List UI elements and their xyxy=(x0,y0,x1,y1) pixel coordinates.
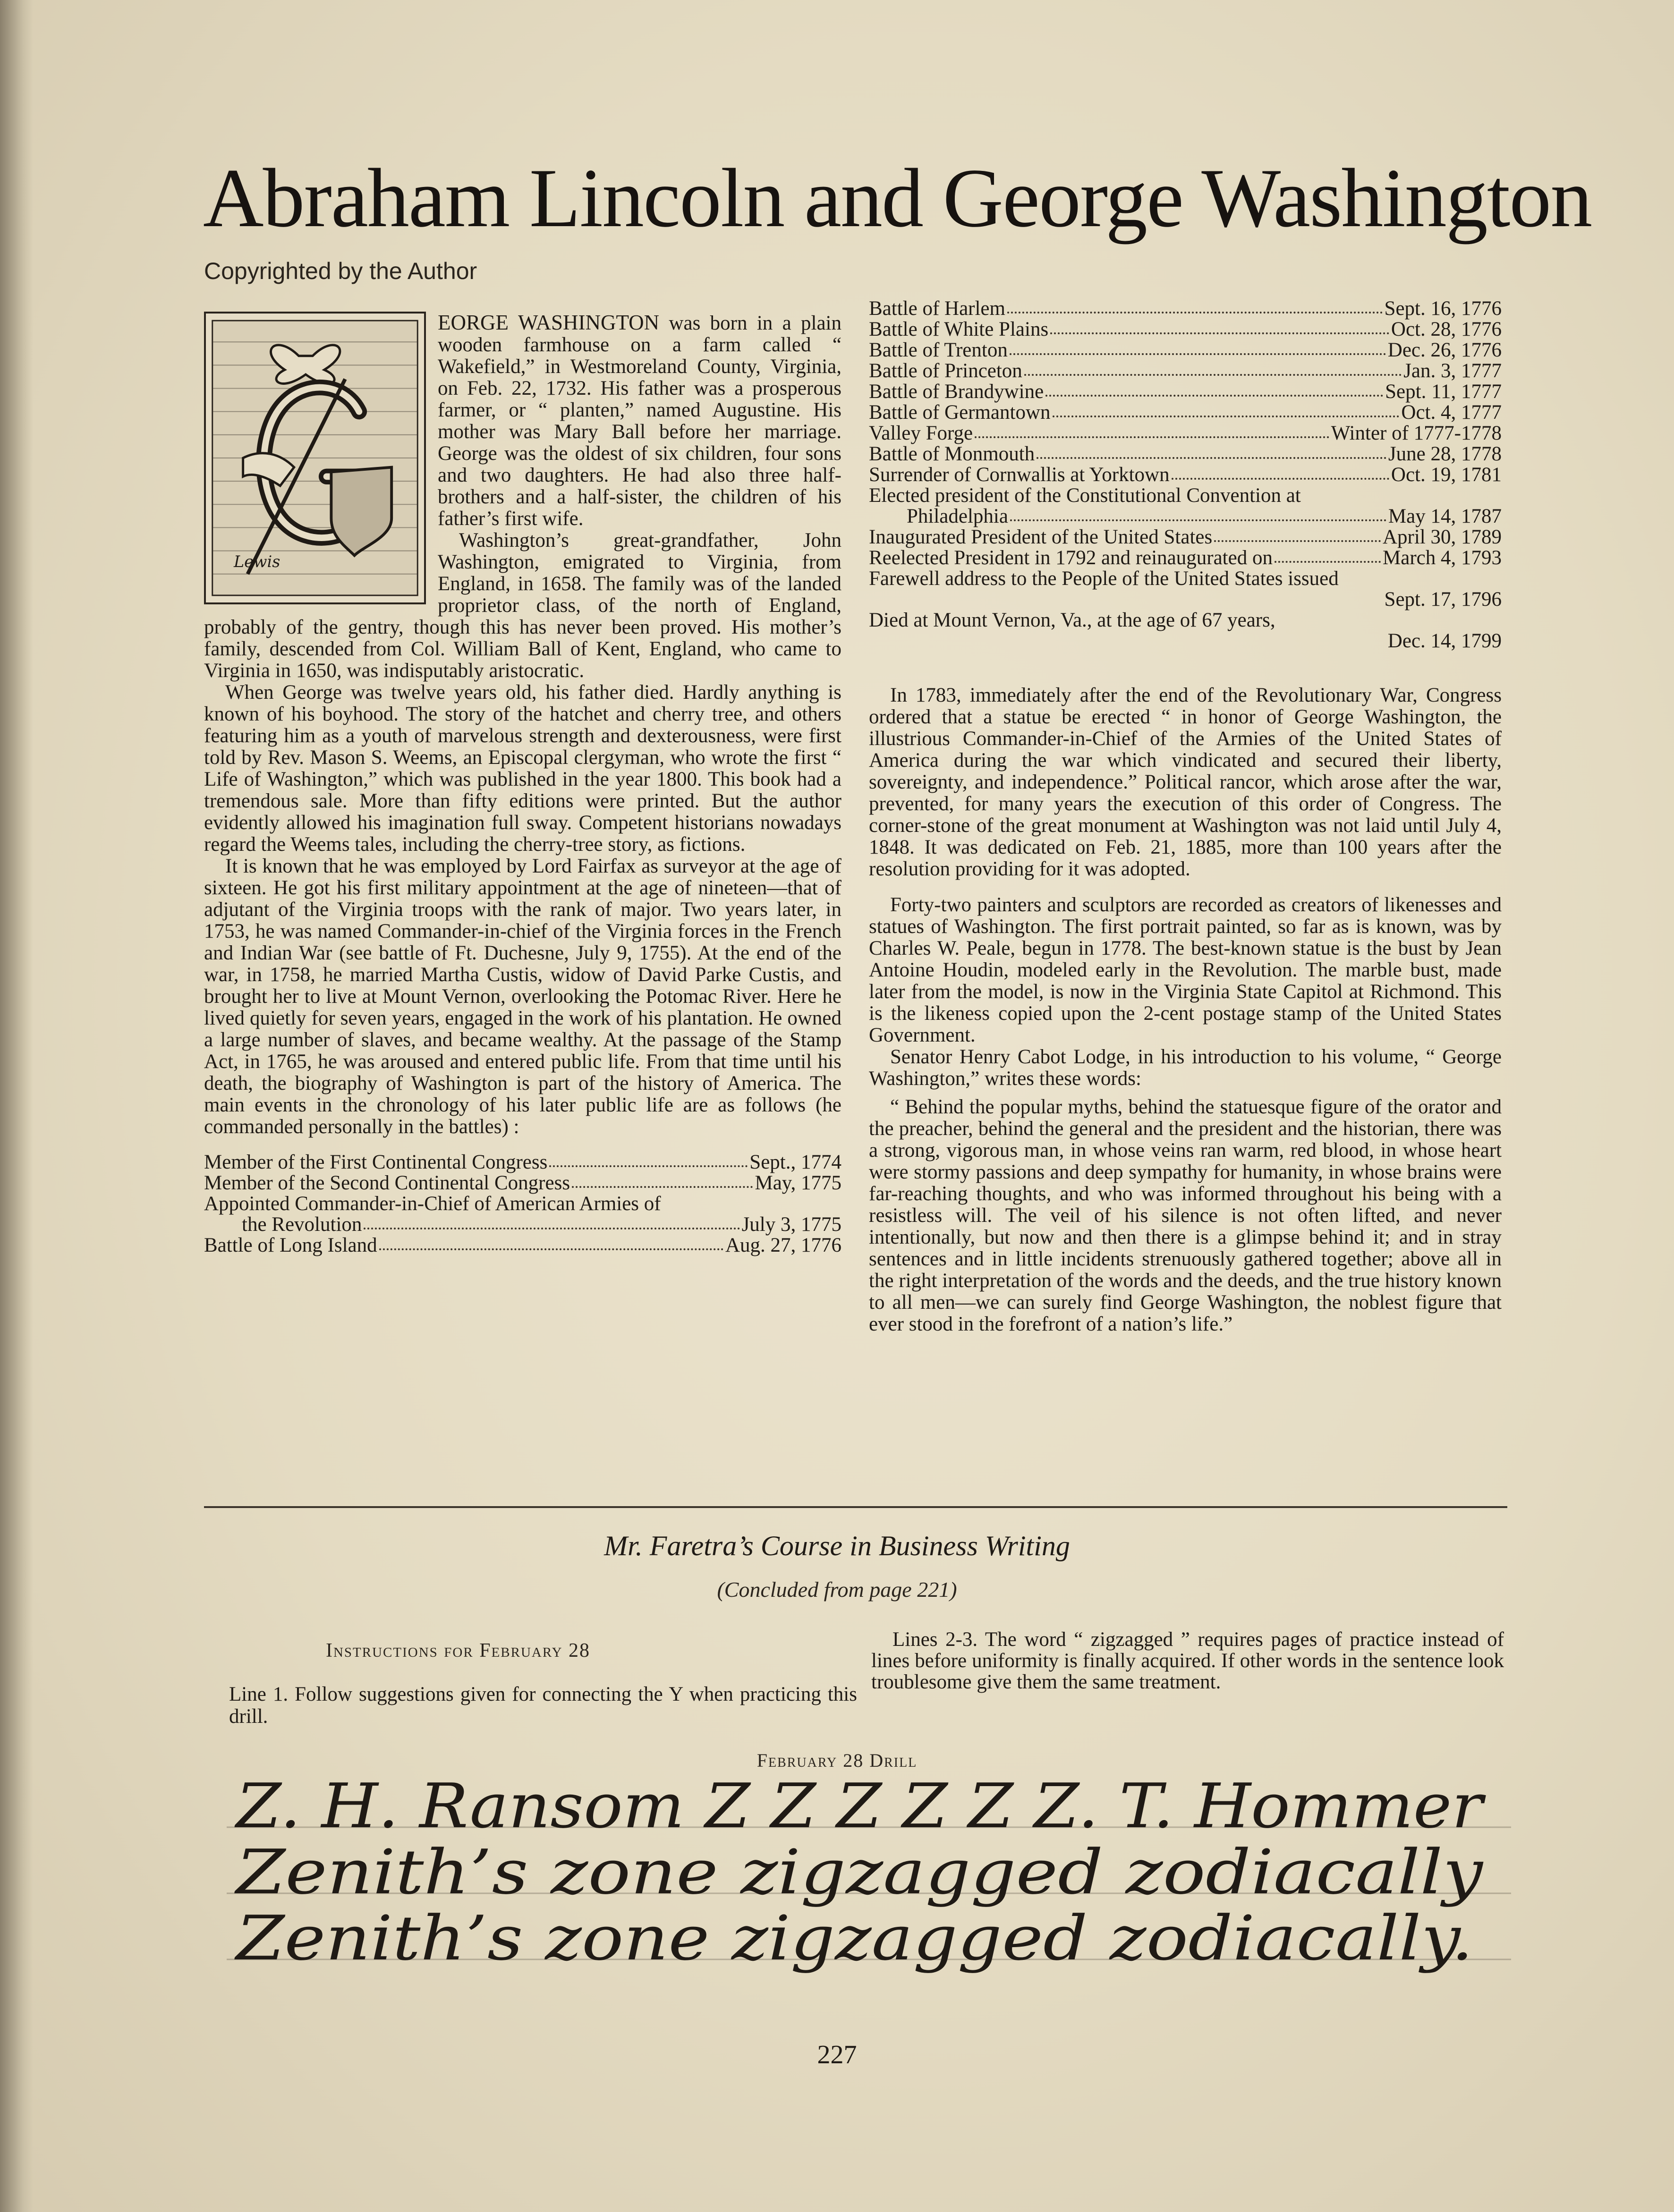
course-title: Mr. Faretra’s Course in Business Writing xyxy=(604,1530,1070,1561)
chronology-list-right xyxy=(869,298,1502,652)
chronology-event: Inaugurated President of the United States xyxy=(869,526,1213,548)
chronology-event-continued: Philadelphia xyxy=(907,505,1008,527)
drill-line-2: Zenith’s zone zigzagged zodiacally xyxy=(234,1836,1484,1908)
chronology-entry xyxy=(869,298,1502,319)
chronology-entry xyxy=(869,340,1502,361)
article-paragraph-4: It is known that he was employed by Lord Fairfax as surveyor at the age of sixteen. He got his first military appointment at the age of nineteen—that of adjutant of the Virginia troops with the rank of major. Two years later, in 1753, he was named Commander-in-chief of the Virginia forces in the French and Indian War (see battle of Ft. Duchesne, July 9, 1755). At the end of the war, in 1758, he married Martha Custis, widow of David Parke Custis, and brought her to live at Mount Vernon, overlooking the Potomac River. Here he lived quietly for seven years, engaged in the work of his plantation. He owned a large number of slaves, and became wealthy. At the passage of the Stamp Act, in 1765, he was aroused and entered public life. From that time until his death, the biography of Washington is part of the history of America. The main events in the chronology of his later public life are as follows (he commanded personally in the battles) : xyxy=(204,855,841,1138)
chronology-event: Died at Mount Vernon, Va., at the age of 67 years, xyxy=(869,609,1275,631)
drill-line-1: Z. H. Ransom Z Z Z Z Z Z. T. Hommer xyxy=(234,1775,1487,1842)
chronology-entry xyxy=(869,548,1502,568)
chronology-entry xyxy=(204,1194,841,1235)
dot-leader xyxy=(1010,506,1386,521)
dot-leader xyxy=(549,1152,748,1167)
course-subtitle: (Concluded from page 221) xyxy=(717,1577,957,1602)
chronology-event: Battle of Brandywine xyxy=(869,381,1044,403)
dot-leader xyxy=(1010,340,1386,355)
dot-leader xyxy=(572,1173,753,1188)
chronology-entry xyxy=(869,527,1502,548)
left-column xyxy=(204,312,841,1256)
article-paragraph-5: In 1783, immediately after the end of the Revolutionary War, Congress ordered that a statue be erected “ in honor of George Washington, the illustrious Commander-in-Chief of the Armies of the United States of America during the war which vindicated and secured their liberty, sovereignty, and independence.” Political rancor, which arose after the war, prevented, for many years the execution of this order of Congress. The corner-stone of the great monument at Washington was not laid until July 4, 1848. It was dedicated on Feb. 21, 1885, more than 100 years after the resolution providing for it was adopted. xyxy=(869,684,1502,880)
chronology-event: Appointed Commander-in-Chief of American Armies of xyxy=(204,1193,661,1215)
page-number: 227 xyxy=(817,2040,857,2069)
lodge-quote: “ Behind the popular myths, behind the statuesque figure of the orator and the preacher, behind the general and the president and the historian, there was a strong, vigorous man, in whose veins ran warm, red blood, in whose heart were stormy passions and deep sympathy for humanity, in whose brains were far-reaching thoughts, and who was informed throughout his being with a resistless will. The veil of his silence is not often lifted, and never intentionally, but now and then there is a glimpse behind it; and in stray sentences and in little incidents strenuously gathered together; above all in the right interpretation of the words and the deeds, and the true history known to all men—we can surely find George Washington, the noblest figure that ever stood in the forefront of a nation’s life.” xyxy=(869,1096,1502,1335)
article-body-left xyxy=(204,312,841,1138)
instruction-line-1: Line 1. Follow suggestions given for connecting the Y when practicing this drill. xyxy=(229,1683,857,1728)
chronology-entry xyxy=(869,444,1502,465)
article-paragraph-7: Senator Henry Cabot Lodge, in his introduction to his volume, “ George Washington,” writes these words: xyxy=(869,1046,1502,1090)
chronology-event: Battle of White Plains xyxy=(869,318,1049,340)
chronology-date: Sept., 1774 xyxy=(749,1151,841,1173)
chronology-entry xyxy=(869,610,1502,652)
chronology-date: March 4, 1793 xyxy=(1383,547,1502,569)
dot-leader xyxy=(1007,298,1383,314)
chronology-date: Sept. 17, 1796 xyxy=(1384,588,1502,610)
chronology-date: Winter of 1777-1778 xyxy=(1331,422,1502,444)
chronology-event: Valley Forge xyxy=(869,422,973,444)
article-paragraph-1: EORGE WASHINGTON was born in a plain wooden farmhouse on a farm called “ Wakefield,” in Westmoreland County, Virginia, on Feb. 22, 1732. His father was a prosperous farmer, or “ planten,” named Augustine. His mother was Mary Ball before her marriage. George was the oldest of six children, four sons and two daughters. He had also three half-brothers and a half-sister, the children of his father’s first wife. xyxy=(438,311,841,530)
dot-leader xyxy=(975,423,1329,438)
chronology-event: Battle of Monmouth xyxy=(869,443,1035,465)
chronology-date: May, 1775 xyxy=(755,1172,841,1194)
dot-leader xyxy=(379,1235,723,1250)
drill-line-3: Zenith’s zone zigzagged zodiacally. xyxy=(234,1902,1474,1974)
chronology-date: June 28, 1778 xyxy=(1388,443,1502,465)
chronology-date: Sept. 16, 1776 xyxy=(1384,297,1502,320)
instruction-lines-2-3: Lines 2-3. The word “ zigzagged ” requires pages of practice instead of lines before uniformity is finally acquired. If other words in the sentence look troublesome give them the same treatment. xyxy=(871,1628,1504,1693)
dot-leader xyxy=(1050,319,1389,334)
section-divider xyxy=(204,1506,1507,1508)
chronology-event: Battle of Princeton xyxy=(869,360,1022,382)
chronology-entry xyxy=(204,1235,841,1256)
dot-leader xyxy=(1024,361,1402,376)
chronology-event: Farewell address to the People of the United States issued xyxy=(869,568,1339,590)
chronology-entry xyxy=(869,319,1502,340)
chronology-event: Surrender of Cornwallis at Yorktown xyxy=(869,464,1170,486)
chronology-date: Oct. 4, 1777 xyxy=(1401,401,1502,424)
instructions-heading: Instructions for February 28 xyxy=(326,1640,591,1661)
chronology-entry xyxy=(869,381,1502,402)
chronology-date: Jan. 3, 1777 xyxy=(1403,360,1502,382)
chronology-event: Elected president of the Constitutional Convention at xyxy=(869,484,1301,507)
chronology-entry xyxy=(869,568,1502,610)
chronology-date: Dec. 26, 1776 xyxy=(1387,339,1502,361)
right-column xyxy=(869,298,1502,1335)
chronology-date: Aug. 27, 1776 xyxy=(725,1234,841,1256)
dot-leader xyxy=(1037,444,1386,459)
article-title: Abraham Lincoln and George Washington xyxy=(203,151,1592,245)
dot-leader xyxy=(1053,402,1400,417)
article-paragraph-3: When George was twelve years old, his father died. Hardly anything is known of his boyhood. The story of the hatchet and cherry tree, and others featuring him as a youth of marvelous strength and dexterousness, were first told by Rev. Mason S. Weems, an Episcopal clergyman, who wrote the first “ Life of Washington,” which was published in the year 1800. This book had a tremendous sale. More than fifty editions were printed. But the author evidently allowed his imagination full sway. Competent historians nowadays regard the Weems tales, including the cherry-tree story, as fictions. xyxy=(204,681,841,856)
chronology-date: April 30, 1789 xyxy=(1382,526,1502,548)
dot-leader xyxy=(364,1214,739,1229)
illustrator-signature: Lewis xyxy=(233,552,280,571)
chronology-entry xyxy=(869,423,1502,444)
chronology-list-left xyxy=(204,1152,841,1256)
chronology-event: Member of the First Continental Congress xyxy=(204,1151,548,1173)
chronology-entry xyxy=(869,402,1502,423)
chronology-entry xyxy=(204,1173,841,1194)
dot-leader xyxy=(1214,527,1381,542)
chronology-event-continued: the Revolution xyxy=(242,1213,362,1236)
handwriting-drill xyxy=(227,1775,1511,1997)
dropcap-continuation: EORGE WASHINGTON xyxy=(438,311,660,334)
ornamental-g-illustration xyxy=(206,314,424,602)
chronology-entry xyxy=(869,465,1502,485)
dot-leader xyxy=(1045,381,1383,397)
chronology-date: July 3, 1775 xyxy=(741,1213,841,1236)
decorative-initial-g xyxy=(204,312,426,604)
binding-gutter xyxy=(0,0,33,2212)
chronology-date: May 14, 1787 xyxy=(1388,505,1502,527)
chronology-entry xyxy=(204,1152,841,1173)
chronology-entry xyxy=(869,361,1502,381)
chronology-date: Oct. 28, 1776 xyxy=(1391,318,1502,340)
dot-leader xyxy=(1275,548,1381,563)
chronology-event: Reelected President in 1792 and reinaugurated on xyxy=(869,547,1273,569)
chronology-event: Battle of Long Island xyxy=(204,1234,377,1256)
chronology-date: Dec. 14, 1799 xyxy=(1387,630,1502,652)
dot-leader xyxy=(1172,465,1389,480)
article-paragraph-2: Washington’s great-grandfather, John Washington, emigrated to Virginia, from England, in 1658. The family was of the landed proprietor class, of the north of England, probably of the gentry, though this has never been proved. His mother’s family, descended from Col. William Ball of Kent, England, who came to Virginia in 1650, was indisputably aristocratic. xyxy=(204,529,841,682)
article-body-right xyxy=(869,685,1502,1335)
chronology-event: Battle of Harlem xyxy=(869,297,1005,320)
drill-heading: February 28 Drill xyxy=(756,1750,918,1771)
article-paragraph-6: Forty-two painters and sculptors are recorded as creators of likenesses and statues of Washington. The first portrait painted, so far as is known, was by Charles W. Peale, begun in 1778. The best-known statue is the bust by Jean Antoine Houdin, modeled early in the Revolution. The marble bust, made later from the model, is now in the Virginia State Capitol at Richmond. This is the likeness copied upon the 2-cent postage stamp of the United States Government. xyxy=(869,894,1502,1046)
chronology-date: Sept. 11, 1777 xyxy=(1385,381,1502,403)
chronology-event: Member of the Second Continental Congress xyxy=(204,1172,570,1194)
chronology-event: Battle of Trenton xyxy=(869,339,1008,361)
chronology-event: Battle of Germantown xyxy=(869,401,1051,424)
chronology-entry xyxy=(869,485,1502,527)
chronology-date: Oct. 19, 1781 xyxy=(1391,464,1502,486)
article-byline: Copyrighted by the Author xyxy=(204,258,477,284)
